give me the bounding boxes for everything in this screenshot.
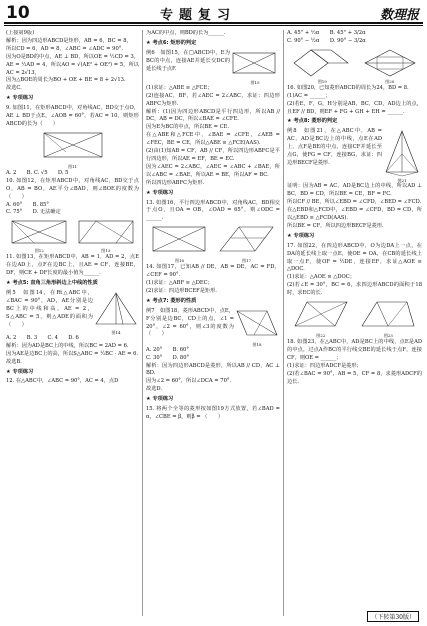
page-number: 10 (6, 3, 30, 23)
section-heading: ★ 考点6: 矩形的判定 (146, 39, 197, 46)
section-heading: ★ 专项练习 (287, 232, 315, 239)
figure-21 (382, 128, 422, 183)
text-line: (2)若∠E = 30°，BC = 6，求四边形ABCD的面积于18时，求EC的长. (287, 282, 422, 297)
text-line: 证明：因为AB = AC，AD是BC边上的中线，所以AD ⊥ BC，BD = CD，所以BE = CE，BF = FC. (287, 183, 422, 198)
column-1 (6, 30, 139, 618)
text-line: 所以CF // BE，所以∠EBD = ∠CFD，∠BED = ∠FCD. (287, 199, 422, 206)
text-line: 因为△BOE的周长为BO + OE + BE = 8 + 2√13. (6, 77, 126, 84)
figure-caption: 图11 (67, 163, 78, 169)
text-line: C. 75° D. 无法确定 (6, 209, 61, 216)
text-line: 所以CD = 6，AD = 8，∠ABC = ∠ADC = 90°. (6, 45, 123, 52)
figure-18 (234, 308, 280, 347)
text-line: 10. 如图12，在矩形ABCD中，对角线AC，BD交于点O，AB = BO，AE平分∠BAD，则∠BOE的度数为（ ） (6, 177, 139, 200)
figure-caption: 图22 (316, 333, 326, 339)
section-heading: ★ 考点7: 菱形的性质 (146, 297, 197, 304)
section-heading: ★ 考点5: 直角三角形斜边上中线的性质 (6, 280, 98, 287)
figure-23 (359, 299, 417, 338)
section-heading: ★ 专项练习 (6, 95, 34, 102)
text-line: (1)AC = ______； (287, 92, 331, 99)
text-line: (2)若E，F，G，H分别是AB，BC，CD，AD边上的点，且EF // BD，则EF + FG + GH + EH = ______. (287, 100, 422, 115)
figure-11 (36, 130, 110, 169)
column-divider (283, 30, 284, 616)
text-line: 所以BE = CF，所以四边形BECF是菱形. (287, 222, 384, 229)
figure-14 (93, 290, 139, 335)
text-line: 解析：因为四边形ABCD是矩形，AB = 6，BC = 8， (6, 37, 132, 44)
text-line: (1)求证：△ABF ≌ △DEC； (146, 280, 213, 287)
text-line: (1)求证：△ABE ≌ △FCE； (146, 84, 213, 91)
figure-15 (230, 50, 280, 85)
section-heading: ★ 专项练习 (146, 396, 174, 403)
figure-caption: 图13 (101, 248, 111, 254)
figure-caption: 图21 (397, 178, 407, 184)
text-line: 解析：因为四边形ABCD是菱形，所以AB // CD，AC ⊥ BD. (146, 362, 280, 377)
text-line: C. 30° D. 80° (146, 354, 190, 361)
figure-22 (292, 299, 350, 338)
text-line: 18. 如图23，在△ABC中，AD是BC上的中线，点E是AD的中点，过点A作BC的平行线交BE的延长线于点F，连接CF，则OE = ______； (287, 339, 422, 361)
text-line: 12. 在△ABC中，∠ABC = 90°，AC = 4，点D (6, 378, 119, 385)
text-line: 因为O是BD的中点，AE ⊥ BD，所以OE = ½CD = 3，AE = ½AD = 4，所以AO = √(AE² + OE²) = 5，所以AC = 2√13， (6, 53, 139, 76)
text-line: (上接第9版) (6, 30, 35, 36)
figure-caption: 图20 (385, 78, 395, 84)
text-line: 因为∠2 = 60°，所以∠DCA = 70°. (146, 378, 232, 385)
text-line: (2)若∠BAC = 90°，AB = 5，CF = 8，求菱形ADCF的边长. (287, 370, 422, 385)
section-heading: ★ 专项练习 (146, 189, 174, 196)
text-line: 故选D. (146, 386, 162, 393)
text-line: 例6 如图15，在□ABCD中，E为BC的中点，连接AE并延长交DC的延长线于点F. (146, 49, 230, 72)
text-line: (1)求证：四边形ADCF是菱形； (287, 362, 362, 369)
text-line: C. 90° − ½α D. 90° − 3/2α (287, 37, 366, 44)
figure-12 (9, 218, 69, 253)
text-line: 因为∠AEC = 2∠ABC，∠AEC = ∠ABC + ∠BAE，所以∠ABC = ∠BAE，所以AE = BE，所以AF = BC. (146, 163, 280, 178)
text-line: 解析：因为AD是BC上的中线，所以BC = 2AD = 6. (6, 342, 129, 349)
page-header (0, 0, 427, 26)
text-line: 在△EBD和△FCD中，∠EBD = ∠CFD，BD = CD，所以△EBD ≌ △FCD(AAS). (287, 207, 422, 221)
text-line: 在△ABE和△FCE中，∠BAE = ∠CFE，∠AEB = ∠FEC，BE = CE，所以△ABE ≌ △FCE(AAS). (146, 132, 280, 147)
figure-20 (362, 47, 418, 84)
text-line: (2)求证：四边形BCEF是矩形. (146, 287, 217, 294)
text-line: A. 20° B. 60° (146, 346, 189, 353)
figure-caption: 图23 (383, 333, 393, 339)
text-line: 例7 如图18，菱形ABCD中，点E，F分别是边BC，CD上的点，∠1 = 20°，∠2 = 60°，则∠3的度数为（ ） (146, 307, 234, 338)
text-line: 例8 如图21，在△ABC中，AB = AC，AD是BC边上的中线，点E在AD上，点F是BE的中点，连接CF并延长至点G，使FG = CF，连接BG，求证：四边形BECF是菱形. (287, 128, 382, 166)
figure-16 (150, 224, 210, 263)
text-line: 14. 如图17，已知AB // DE，AB = DE，AC = FD，∠CEF = 90°. (146, 264, 280, 279)
figure-13 (76, 218, 136, 253)
column-3 (287, 30, 422, 618)
section-heading: ★ 考点8: 菱形的判定 (287, 118, 338, 125)
figure-caption: 图14 (111, 329, 121, 335)
section-heading: ★ 专项练习 (6, 368, 34, 375)
header-rule (4, 22, 423, 24)
text-line: A. 2 B. 3 C. 4 D. 6 (6, 334, 79, 341)
text-line: 16. 如图20，已知菱形ABCD的周长为24，BD = 8. (287, 84, 409, 91)
figure-caption: 图19 (317, 78, 327, 84)
text-line: 因为AE是边BC上的高，所以S△ABC = ½BC · AE = 6. (6, 350, 139, 357)
column-divider (142, 30, 143, 616)
text-line: 因为E为BC的中点，所以BE = CE. (146, 124, 230, 131)
text-line: 9. 如图11，在矩形ABCD中，对角线AC，BD交于点O，AE ⊥ BD于点E，∠AOB = 60°，若AC = 10，则矩形ABCD的长为（ ） (6, 105, 139, 127)
figure-caption: 图18 (252, 341, 262, 347)
text-line: (2)连接AC，BF，若∠AEC = 2∠ABC，求证：四边形ABFC为矩形. (146, 92, 280, 107)
text-line: A. 2 B. C. √5 D. 5 (6, 169, 69, 176)
figure-caption: 图17 (241, 258, 252, 264)
text-line: 故选B. (6, 358, 22, 365)
text-line: (2)由(1)知AB = CF，AB // CF，所以四边形ABFC是平行四边形，所以AE = EF，BE = EC. (146, 148, 280, 162)
text-line: 15. 将两个全等的菱形按如图19方式放置，若∠BAD = α，∠CBE = β，则β = （ ） (146, 406, 280, 420)
continued-note: （下转第30版） (367, 611, 419, 622)
figure-caption: 图16 (174, 258, 185, 264)
text-line: 解析：(1)因为四边形ABCD是平行四边形，所以AB // DC，AB = DC，所以∠BAE = ∠CFE. (146, 108, 280, 123)
text-line: A. 45° + ½α B. 45° + 3/2α (287, 30, 366, 36)
page-title: 专题复习 (160, 8, 237, 23)
text-line: 例5 如图14，在Rt△ABC中，∠BAC = 90°，AD，AE分别是边BC上的中线和高，AE = 2，S△ABC = 5，则△ADE的面积为（ ） (6, 289, 93, 328)
text-line: (1)求证：△AOE ≌ △DOC； (287, 274, 355, 281)
header-rule-thin (4, 25, 423, 26)
figure-caption: 图15 (250, 79, 260, 85)
text-line: 17. 如图22，在四边形ABCD中，O为边DA上一点，在DA的延长线上取一点E，使OE = OA，在CB的延长线上取一点F，使OF = ½DE，连接EF，求证△AOE ≌ △DOC. (287, 242, 422, 273)
text-line: 13. 如图16，平行四边形ABCD中，对角线AC，BD相交于点O，且OA = OB，∠OAD = 65°，则∠ODC = ______. (146, 199, 280, 222)
text-line: 故选C. (6, 85, 22, 92)
brand-logo: 数理报 (379, 8, 419, 23)
text-line: A. 60° B. 85° (6, 201, 49, 208)
column-2 (146, 30, 280, 618)
text-line: 所以四边形ABFC为矩形. (146, 179, 205, 186)
figure-19 (291, 47, 353, 84)
text-line: 为AC的中点，则BD的长为______. (146, 30, 226, 36)
figure-17 (217, 224, 277, 263)
text-line: 11. 如图13，在矩形ABCD中，AB = 1，AD = 2，点E在边AD上，点F在边BC上，且AE = CF，连接BE，DF，则CE + DF长度的最小值为______. (6, 254, 139, 277)
figure-caption: 图12 (34, 248, 44, 254)
